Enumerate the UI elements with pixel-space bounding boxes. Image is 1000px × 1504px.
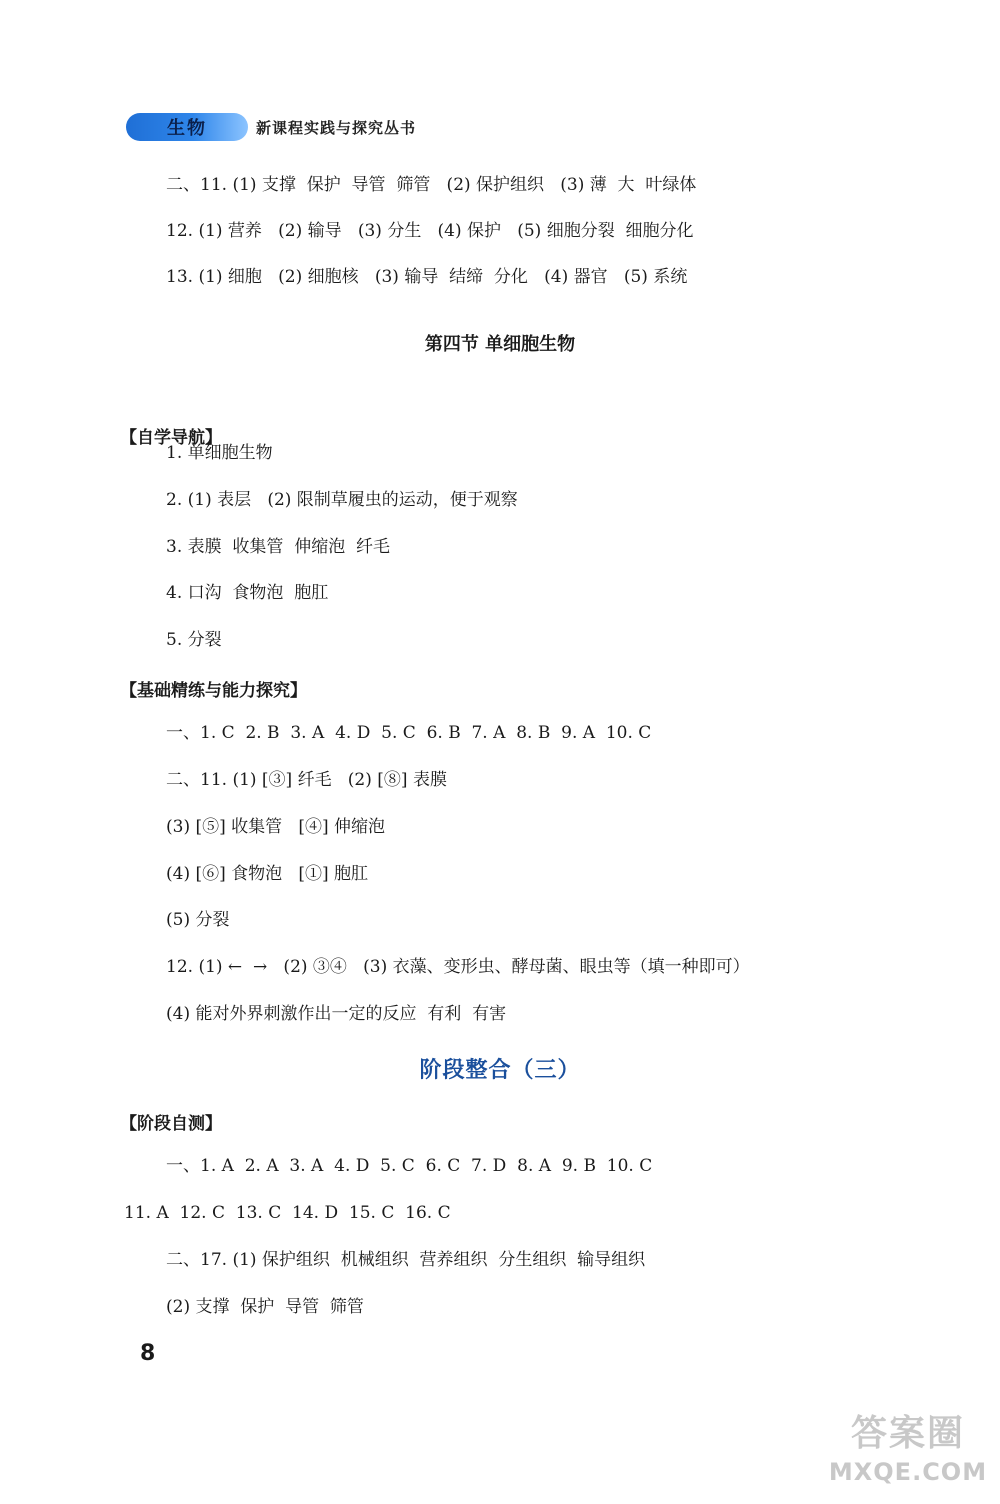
self-study-heading: 【自学导航】 xyxy=(120,428,222,448)
answer-line: 4. 口沟 食物泡 胞肛 xyxy=(166,583,329,603)
answer-line: 3. 表膜 收集管 伸缩泡 纤毛 xyxy=(166,537,391,557)
stage-test-heading: 【阶段自测】 xyxy=(120,1114,222,1134)
answer-line: 一、1. C 2. B 3. A 4. D 5. C 6. B 7. A 8. B 9. A 10. C xyxy=(166,723,652,743)
page-header xyxy=(126,112,416,142)
answer-line: (4) 能对外界刺激作出一定的反应 有利 有害 xyxy=(166,1004,507,1024)
practice-heading: 【基础精练与能力探究】 xyxy=(120,681,307,701)
answer-line: 二、11. (1) [③] 纤毛 (2) [⑧] 表膜 xyxy=(166,770,447,790)
answer-line: (4) [⑥] 食物泡 [①] 胞肛 xyxy=(166,864,369,884)
stage-title: 阶段整合（三） xyxy=(419,1058,581,1083)
answer-line: 11. A 12. C 13. C 14. D 15. C 16. C xyxy=(124,1203,451,1223)
watermark-logo-text: 答案圈 xyxy=(850,1413,965,1454)
page-number: 8 xyxy=(140,1341,156,1366)
section-title: 第四节 单细胞生物 xyxy=(424,334,576,355)
subject-badge: 生物 xyxy=(126,113,248,141)
watermark-url: MXQE.COM xyxy=(828,1458,988,1486)
answer-line: 5. 分裂 xyxy=(166,630,222,650)
answer-line: 二、11. (1) 支撑 保护 导管 筛管 (2) 保护组织 (3) 薄 大 叶绿体 xyxy=(166,175,697,195)
series-title: 新课程实践与探究丛书 xyxy=(256,118,417,137)
answer-line: (3) [⑤] 收集管 [④] 伸缩泡 xyxy=(166,817,386,837)
answer-line: (5) 分裂 xyxy=(166,910,230,930)
answer-line: 一、1. A 2. A 3. A 4. D 5. C 6. C 7. D 8. A 9. B 10. C xyxy=(166,1156,653,1176)
answer-line: 二、17. (1) 保护组织 机械组织 营养组织 分生组织 输导组织 xyxy=(166,1250,646,1270)
answer-line: 12. (1) ← → (2) ③④ (3) 衣藻、变形虫、酵母菌、眼虫等（填一种即可） xyxy=(166,957,750,977)
answer-line: 12. (1) 营养 (2) 输导 (3) 分生 (4) 保护 (5) 细胞分裂 细胞分化 xyxy=(166,221,694,241)
answer-line: (2) 支撑 保护 导管 筛管 xyxy=(166,1297,364,1317)
watermark xyxy=(828,1410,988,1495)
answer-line: 1. 单细胞生物 xyxy=(166,443,273,463)
answer-line: 2. (1) 表层 (2) 限制草履虫的运动，便于观察 xyxy=(166,490,518,510)
answer-line: 13. (1) 细胞 (2) 细胞核 (3) 输导 结缔 分化 (4) 器官 (5) 系统 xyxy=(166,267,688,287)
